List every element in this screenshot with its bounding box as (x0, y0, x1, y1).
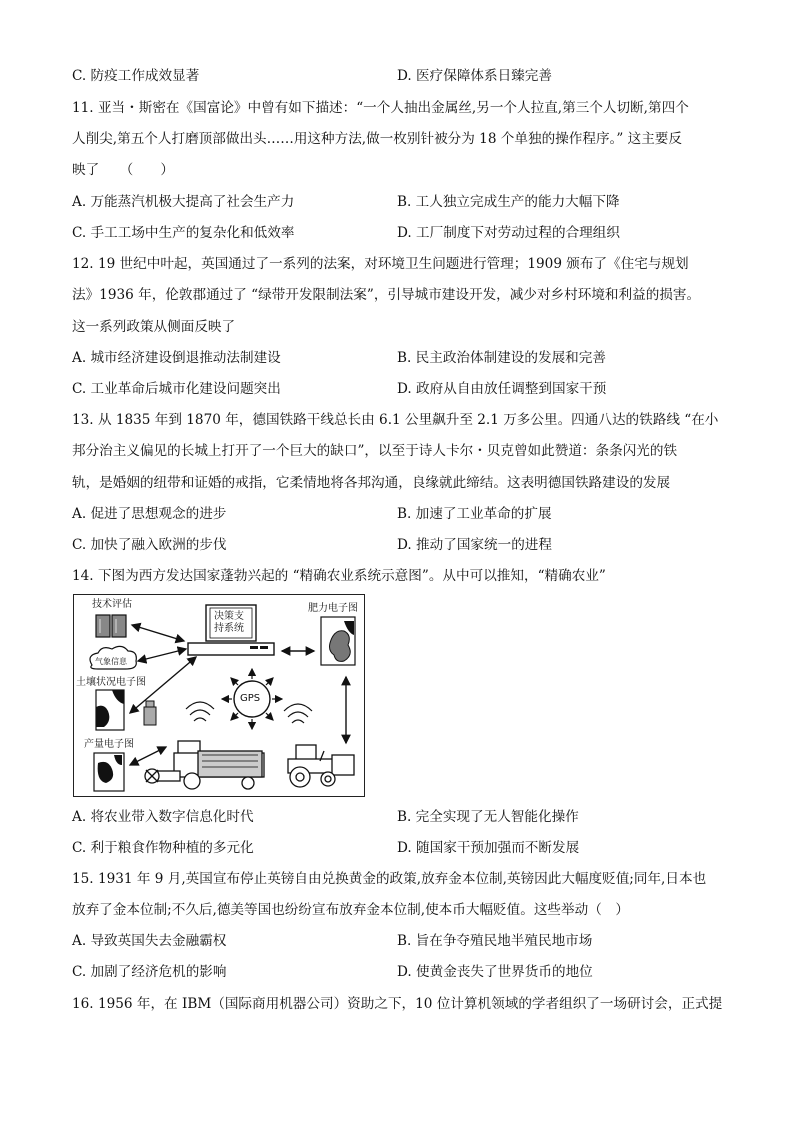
signal-waves-left (186, 702, 214, 721)
q12-option-a: A. 城市经济建设倒退推动法制建设 (72, 350, 281, 366)
q15-option-c: C. 加剧了经济危机的影响 (72, 964, 227, 980)
label-decision-2: 持系统 (214, 623, 244, 634)
q16-stem-line-1: 16. 1956 年，在 IBM（国际商用机器公司）资助之下，10 位计算机领域的学者组织了一场研讨会，正式提 (72, 996, 723, 1012)
q15-stem-line-1: 15. 1931 年 9 月,英国宣布停止英镑自由兑换黄金的政策,放弃金本位制,英镑因此大幅度贬值;同年,日本也 (72, 871, 707, 887)
q12-stem-line-1: 12. 19 世纪中叶起，英国通过了一系列的法案，对环境卫生问题进行管理；1909 颁布了《住宅与规划 (72, 256, 689, 272)
q14-option-a: A. 将农业带入数字信息化时代 (72, 809, 254, 825)
q12-stem-line-2: 法》1936 年，伦敦郡通过了 “绿带开发限制法案”，引导城市建设开发，减少对乡村环境和利益的损害。 (72, 287, 701, 303)
q12-option-b: B. 民主政治体制建设的发展和完善 (397, 350, 606, 366)
q15-stem-line-2: 放弃了金本位制;不久后,德美等国也纷纷宣布放弃金本位制,使本币大幅贬值。这些举动（ ） (72, 902, 629, 918)
q11-stem-line-3: 映了 （ ） (72, 162, 174, 178)
label-soil-map: 土壤状况电子图 (76, 677, 146, 688)
q14-stem-line-1: 14. 下图为西方发达国家蓬勃兴起的 “精确农业系统示意图”。从中可以推知，“精确农业” (72, 568, 606, 584)
q13-option-b: B. 加速了工业革命的扩展 (397, 506, 552, 522)
q11-option-a: A. 万能蒸汽机极大提高了社会生产力 (72, 194, 295, 210)
q11-option-b: B. 工人独立完成生产的能力大幅下降 (397, 194, 620, 210)
q13-stem-line-2: 邦分治主义偏见的长城上打开了一个巨大的缺口”，以至于诗人卡尔・贝克曾如此赞道：条条闪光的铁 (72, 443, 678, 459)
q11-option-c: C. 手工工场中生产的复杂化和低效率 (72, 225, 295, 241)
tractor-icon (288, 745, 354, 787)
books-icon (96, 615, 126, 637)
q15-option-d: D. 使黄金丧失了世界货币的地位 (397, 964, 593, 980)
label-tech-evaluation: 技术评估 (92, 599, 132, 610)
q15-option-a: A. 导致英国失去金融霸权 (72, 933, 227, 949)
q14-option-c: C. 利于粮食作物种植的多元化 (72, 840, 254, 856)
q13-option-d: D. 推动了国家统一的进程 (397, 537, 552, 553)
soil-probe-icon (144, 701, 156, 725)
label-yield-map: 产量电子图 (84, 739, 134, 750)
q11-stem-line-1: 11. 亚当・斯密在《国富论》中曾有如下描述：“一个人抽出金属丝,另一个人拉直,第三个人切断,第四个 (72, 100, 689, 116)
signal-waves-right (284, 704, 312, 723)
soil-map-icon (96, 690, 124, 730)
label-decision-1: 决策支 (214, 611, 244, 622)
yield-map-icon (94, 753, 124, 791)
q13-option-a: A. 促进了思想观念的进步 (72, 506, 227, 522)
label-weather: 气象信息 (95, 657, 127, 666)
q13-stem-line-3: 轨，是婚姻的纽带和证婚的戒指，它柔情地将各邦沟通，良缘就此缔结。这表明德国铁路建设的发展 (72, 475, 671, 491)
fertility-map-icon (321, 617, 355, 665)
q13-option-c: C. 加快了融入欧洲的步伐 (72, 537, 227, 553)
q10-option-d: D. 医疗保障体系日臻完善 (397, 68, 552, 84)
q11-option-d: D. 工厂制度下对劳动过程的合理组织 (397, 225, 620, 241)
label-gps: GPS (240, 693, 261, 704)
q13-stem-line-1: 13. 从 1835 年到 1870 年，德国铁路干线总长由 6.1 公里飙升至 2.1 万多公里。四通八达的铁路线 “在小 (72, 412, 719, 428)
q14-option-b: B. 完全实现了无人智能化操作 (397, 809, 579, 825)
q12-stem-line-3: 这一系列政策从侧面反映了 (72, 319, 236, 335)
q10-option-c: C. 防疫工作成效显著 (72, 68, 200, 84)
q12-option-d: D. 政府从自由放任调整到国家干预 (397, 381, 607, 397)
q12-option-c: C. 工业革命后城市化建设问题突出 (72, 381, 281, 397)
q11-stem-line-2: 人削尖,第五个人打磨顶部做出头……用这种方法,做一枚别针被分为 18 个单独的操作程序。” 这主要反 (72, 131, 682, 147)
q14-option-d: D. 随国家干预加强而不断发展 (397, 840, 580, 856)
precision-agriculture-diagram (73, 594, 365, 797)
q15-option-b: B. 旨在争夺殖民地半殖民地市场 (397, 933, 593, 949)
label-fertility-map: 肥力电子图 (308, 603, 358, 614)
